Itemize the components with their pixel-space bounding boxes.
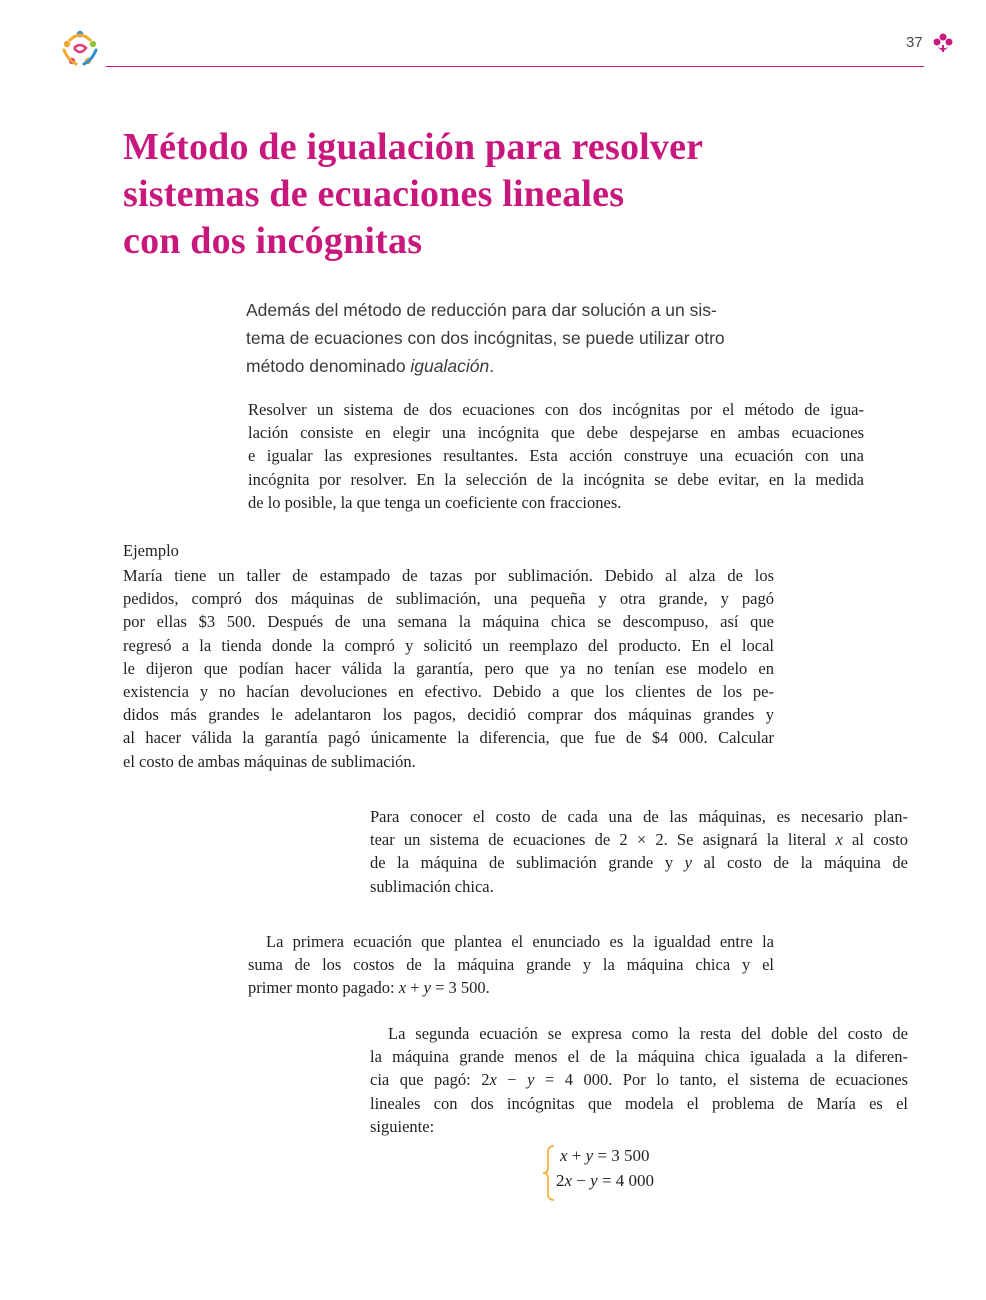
variable-x: x: [560, 1146, 568, 1165]
example-line: el costo de ambas máquinas de sublimación.: [123, 751, 416, 771]
definition-line: e igualar las expresiones resultantes. Esta acción construye una ecuación con una: [248, 446, 864, 466]
operator: +: [567, 1146, 586, 1165]
intro-line: Además del método de reducción para dar solución a un sis-: [246, 300, 717, 320]
equation-rhs: = 3 500: [593, 1146, 650, 1165]
page-title: [123, 124, 843, 265]
variable-y: y: [684, 853, 692, 873]
second-equation-line: La segunda ecuación se expresa como la resta del doble del costo de: [388, 1024, 908, 1043]
first-equation-line: suma de los costos de la máquina grande y la máquina chica y el: [248, 955, 774, 975]
flower-ornament-icon: [932, 32, 954, 54]
variable-x: x: [398, 978, 407, 998]
example-line: regresó a la tienda donde la compró y solicitó un reemplazo del producto. En el local: [123, 635, 774, 655]
intro-text: método denominado: [246, 356, 411, 376]
example-line: didos más grandes le adelantaron los pagos, decidió comprar dos máquinas grandes y: [123, 705, 774, 725]
intro-paragraph: [246, 296, 766, 380]
example-paragraph: [123, 564, 774, 773]
title-line: con dos incógnitas: [123, 220, 423, 262]
school-logo-icon: [58, 28, 102, 70]
setup-line: [370, 851, 908, 874]
variable-y: y: [527, 1070, 535, 1090]
intro-line: tema de ecuaciones con dos incógnitas, se puede utilizar otro: [246, 328, 725, 348]
definition-line: de lo posible, la que tenga un coeficiente con fracciones.: [248, 492, 622, 512]
page-number: 37: [906, 34, 923, 51]
variable-x: x: [564, 1171, 573, 1190]
variable-y: y: [423, 978, 431, 998]
example-line: María tiene un taller de estampado de tazas por sublimación. Debido al alza de los: [123, 566, 774, 585]
second-equation-paragraph: [370, 1022, 908, 1138]
text-run: tear un sistema de ecuaciones de 2 × 2. Se asignará la literal: [370, 830, 836, 850]
equation-system: [542, 1144, 702, 1204]
first-equation-line: La primera ecuación que plantea el enunciado es la igualdad entre la: [266, 932, 774, 951]
definition-line: Resolver un sistema de dos ecuaciones con dos incógnitas por el método de igua-: [248, 400, 864, 419]
operator: +: [406, 978, 424, 998]
text-run: cia que pagó: 2: [370, 1070, 490, 1090]
setup-paragraph: [370, 805, 908, 898]
intro-line: [246, 352, 766, 380]
text-run: de la máquina de sublimación grande y: [370, 853, 685, 873]
method-name: igualación: [410, 356, 490, 376]
title-line: Método de igualación para resolver: [123, 126, 704, 168]
intro-text: .: [489, 356, 495, 376]
text-run: primer monto pagado:: [248, 978, 399, 998]
title-line: sistemas de ecuaciones lineales: [123, 173, 625, 215]
setup-line: sublimación chica.: [370, 876, 494, 896]
equation-rhs: = 4 000: [597, 1171, 655, 1190]
coefficient: 2: [556, 1171, 565, 1190]
left-brace-icon: [542, 1144, 556, 1202]
text-run: = 4 000. Por lo tanto, el sistema de ecuaciones: [534, 1070, 908, 1090]
example-line: al hacer válida la garantía pagó únicamente la diferencia, que fue de $4 000. Calcular: [123, 728, 774, 748]
operator: −: [496, 1070, 528, 1090]
second-equation-line: [370, 1068, 908, 1091]
text-run: al costo de la máquina de: [691, 853, 909, 873]
example-line: le dijeron que podían hacer válida la garantía, pero que ya no tenían ese modelo en: [123, 658, 774, 678]
setup-line: Para conocer el costo de cada una de las máquinas, es necesario plan-: [370, 807, 908, 826]
text-run: al costo: [842, 830, 908, 850]
definition-paragraph: [248, 398, 864, 514]
second-equation-line: lineales con dos incógnitas que modela el problema de María es el: [370, 1093, 908, 1113]
example-label: Ejemplo: [123, 541, 179, 560]
variable-x: x: [489, 1070, 497, 1090]
variable-y: y: [585, 1146, 594, 1165]
first-equation-paragraph: [248, 930, 774, 1000]
second-equation-line: siguiente:: [370, 1116, 435, 1136]
equation-1: [560, 1146, 650, 1166]
equation-2: [556, 1171, 654, 1191]
example-line: pedidos, compró dos máquinas de sublimación, una pequeña y otra grande, y pagó: [123, 589, 774, 609]
setup-line: [370, 828, 908, 851]
operator: −: [572, 1171, 591, 1190]
second-equation-line: la máquina grande menos el de la máquina chica igualada a la diferen-: [370, 1047, 908, 1067]
definition-line: incógnita por resolver. En la selección de la incógnita se debe evitar, en la medida: [248, 469, 864, 489]
variable-x: x: [835, 830, 843, 850]
header-rule: [106, 66, 924, 67]
variable-y: y: [590, 1171, 598, 1190]
text-run: = 3 500.: [430, 978, 490, 998]
first-equation-line: [248, 976, 774, 999]
example-line: por ellas $3 500. Después de una semana la máquina chica se descompuso, así que: [123, 612, 774, 632]
example-line: existencia y no hacían devoluciones en efectivo. Debido a que los clientes de los pe-: [123, 682, 774, 702]
definition-line: lación consiste en elegir una incógnita que debe despejarse en ambas ecuaciones: [248, 423, 864, 443]
